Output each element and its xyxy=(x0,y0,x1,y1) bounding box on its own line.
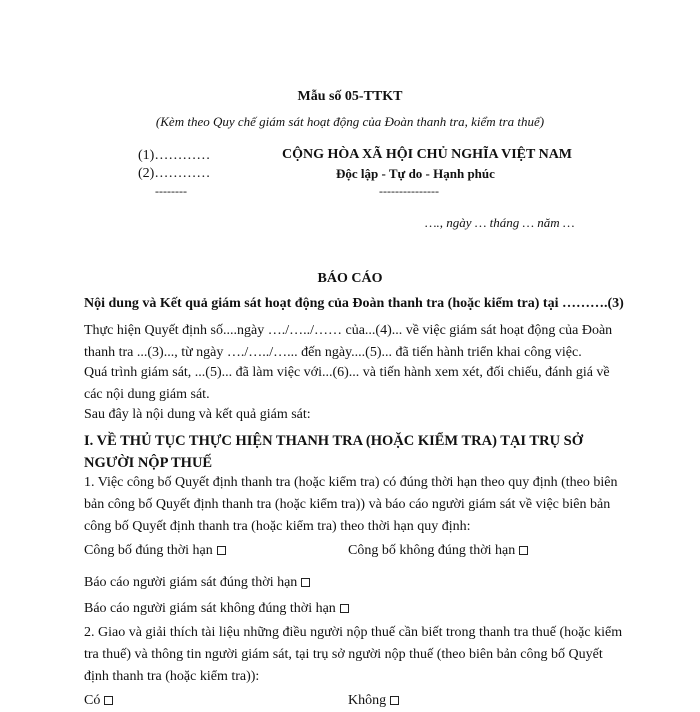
checkbox-icon[interactable] xyxy=(340,604,349,613)
option-announced-late[interactable] xyxy=(348,540,528,562)
option-reported-on-time[interactable] xyxy=(84,572,310,594)
agency-field-1: (1)………… xyxy=(138,148,211,163)
report-subject: Nội dung và Kết quả giám sát hoạt động của Đoàn thanh tra (hoặc kiểm tra) tại ……….(3) xyxy=(84,296,624,311)
agency-field-2: (2)………… xyxy=(138,166,211,181)
section-1-heading: I. VỀ THỦ TỤC THỰC HIỆN THANH TRA (HOẶC KIỂM TRA) TẠI TRỤ SỞ NGƯỜI NỘP THUẾ xyxy=(84,433,584,471)
item-1-text: 1. Việc công bố Quyết định thanh tra (hoặc kiểm tra) có đúng thời hạn theo quy định (theo biên bản công bố Quyết định thanh tra (hoặc kiểm tra)) và báo cáo người giám sát về việc biên bản công bố Quyết định thanh tra (hoặc kiểm tra) theo thời hạn quy định: xyxy=(84,475,618,534)
option-label: Báo cáo người giám sát đúng thời hạn xyxy=(84,575,298,590)
option-label: Công bố đúng thời hạn xyxy=(84,543,213,558)
intro-paragraph-1: Thực hiện Quyết định số....ngày …./…../…… của...(4)... về việc giám sát hoạt động của Đoàn thanh tra ...(3)..., từ ngày …./…../…... đến ngày....(5)... đã tiến hành triển khai công việc. xyxy=(84,323,613,360)
option-label: Có xyxy=(84,693,101,708)
option-label: Không xyxy=(348,693,387,708)
motto: Độc lập - Tự do - Hạnh phúc xyxy=(336,166,495,181)
option-label: Báo cáo người giám sát không đúng thời hạn xyxy=(84,601,336,616)
republic-title: CỘNG HÒA XÃ HỘI CHỦ NGHĨA VIỆT NAM xyxy=(282,147,573,162)
report-title: BÁO CÁO xyxy=(317,271,383,286)
option-no[interactable] xyxy=(348,690,399,712)
checkbox-icon[interactable] xyxy=(104,696,113,705)
option-announced-on-time[interactable] xyxy=(84,540,226,562)
form-subtitle: (Kèm theo Quy chế giám sát hoạt động của Đoàn thanh tra, kiểm tra thuế) xyxy=(155,114,545,129)
date-line: …., ngày … tháng … năm … xyxy=(425,215,575,230)
option-yes[interactable] xyxy=(84,690,113,712)
form-number: Mẫu số 05-TTKT xyxy=(297,89,403,104)
checkbox-icon[interactable] xyxy=(390,696,399,705)
intro-paragraph-3: Sau đây là nội dung và kết quả giám sát: xyxy=(84,407,311,422)
item-2-text: 2. Giao và giải thích tài liệu những điều người nộp thuế cần biết trong thanh tra thuế (hoặc kiểm tra thuế) và thông tin người giám sát, tại trụ sở người nộp thuế (theo biên bản công bố Quyết định thanh tra (hoặc kiểm tra)): xyxy=(84,625,623,684)
checkbox-icon[interactable] xyxy=(301,578,310,587)
option-reported-late[interactable] xyxy=(84,598,349,620)
option-label: Công bố không đúng thời hạn xyxy=(348,543,516,558)
intro-paragraph-2: Quá trình giám sát, ...(5)... đã làm việc với...(6)... và tiến hành xem xét, đối chiếu, đánh giá về các nội dung giám sát. xyxy=(84,365,610,402)
left-divider: -------- xyxy=(155,184,187,198)
checkbox-icon[interactable] xyxy=(519,546,528,555)
right-divider: --------------- xyxy=(379,184,439,198)
checkbox-icon[interactable] xyxy=(217,546,226,555)
